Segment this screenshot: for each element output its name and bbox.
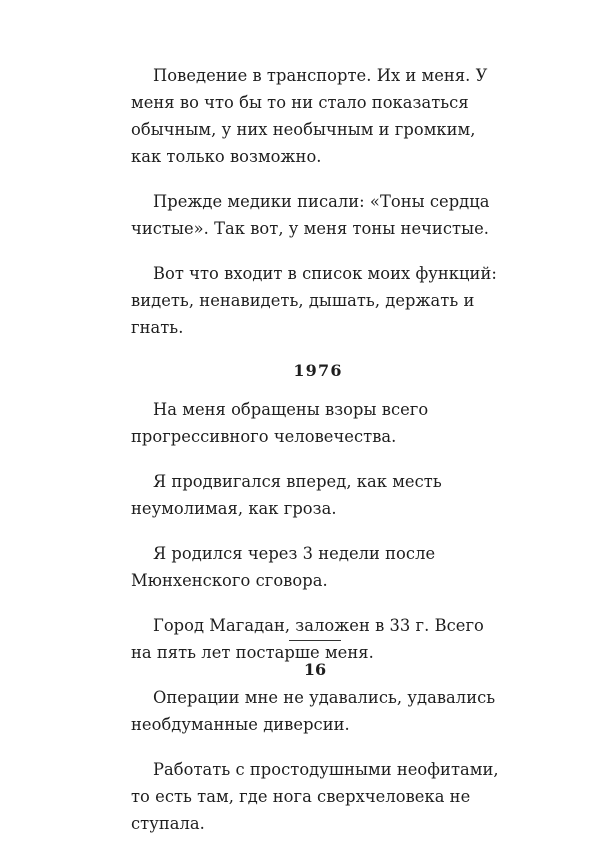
paragraph: Операции мне не удавались, удавались необдуманные диверсии. (131, 688, 496, 734)
paragraph: Я продвигался вперед, как месть неумолимая, как гроза. (131, 472, 442, 518)
section-year-heading: 1976 (293, 361, 343, 380)
paragraph: На меня обращены взоры всего прогрессивного человечества. (131, 400, 429, 446)
text-column (131, 62, 501, 855)
paragraph: Город Магадан, заложен в 33 г. Всего на пять лет постарше меня. (131, 616, 484, 662)
paragraph: Я родился через 3 недели после Мюнхенского сговора. (131, 544, 436, 590)
paragraph: Работать с простодушными неофитами, то есть там, где нога сверхчеловека не ступала. (131, 760, 499, 833)
paragraph: Вот что входит в список моих функций: видеть, ненавидеть, дышать, держать и гнать. (131, 264, 497, 337)
page-number: 16 (303, 660, 327, 679)
paragraph: Прежде медики писали: «Тоны сердца чистые». Так вот, у меня тоны нечистые. (131, 192, 490, 238)
paragraph: Поведение в транспорте. Их и меня. У меня во что бы то ни стало показаться обычным, у них необычным и громким, как только возможно. (131, 66, 488, 166)
footer-divider (289, 640, 341, 641)
